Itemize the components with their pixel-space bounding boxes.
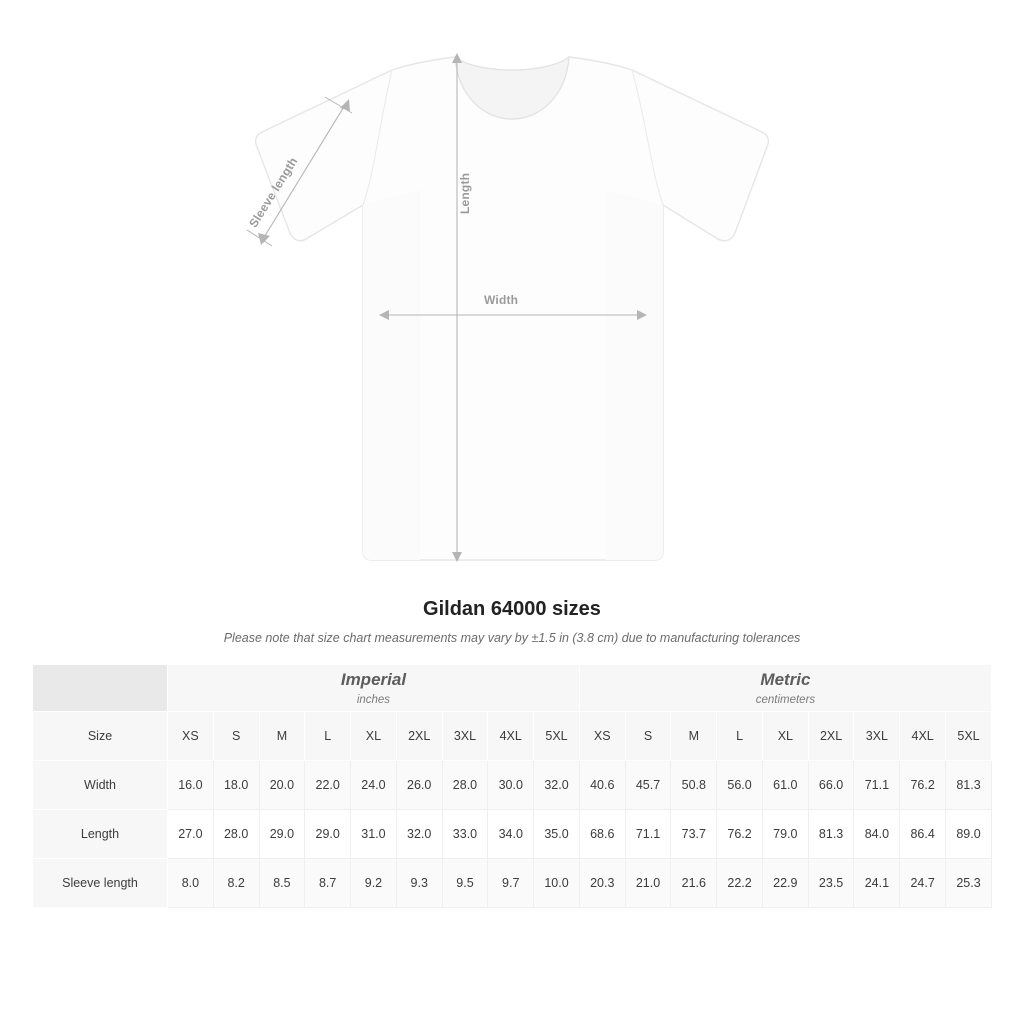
unit-system-imperial — [168, 665, 580, 712]
length-metric-s: 71.1 — [625, 810, 671, 859]
length-imperial-xs: 27.0 — [168, 810, 214, 859]
length-imperial-m: 29.0 — [259, 810, 305, 859]
sleeve-imperial-4xl: 9.7 — [488, 859, 534, 908]
size-chart-table — [32, 664, 992, 908]
size-table-body — [33, 665, 992, 908]
sleeve-imperial-xl: 9.2 — [351, 859, 397, 908]
sleeve-metric-3xl: 24.1 — [854, 859, 900, 908]
size-header-imperial-xs: XS — [168, 712, 214, 761]
width-metric-xs: 40.6 — [579, 761, 625, 810]
sleeve-metric-xs: 20.3 — [579, 859, 625, 908]
size-header-metric-2xl: 2XL — [808, 712, 854, 761]
size-header-imperial-5xl: 5XL — [534, 712, 580, 761]
length-metric-3xl: 84.0 — [854, 810, 900, 859]
sleeve-imperial-2xl: 9.3 — [396, 859, 442, 908]
table-row-sleeve-length — [33, 859, 992, 908]
unit-system-corner-cell — [33, 665, 168, 712]
length-imperial-s: 28.0 — [213, 810, 259, 859]
size-header-imperial-l: L — [305, 712, 351, 761]
length-imperial-3xl: 33.0 — [442, 810, 488, 859]
sleeve-metric-m: 21.6 — [671, 859, 717, 908]
length-metric-l: 76.2 — [717, 810, 763, 859]
size-header-imperial-s: S — [213, 712, 259, 761]
length-metric-4xl: 86.4 — [900, 810, 946, 859]
unit-system-imperial-unit: inches — [356, 693, 391, 706]
sleeve-metric-xl: 22.9 — [762, 859, 808, 908]
length-imperial-5xl: 35.0 — [534, 810, 580, 859]
width-imperial-s: 18.0 — [213, 761, 259, 810]
size-header-imperial-xl: XL — [351, 712, 397, 761]
size-table-wrapper — [32, 664, 992, 908]
width-metric-2xl: 66.0 — [808, 761, 854, 810]
width-metric-5xl: 81.3 — [946, 761, 992, 810]
width-metric-m: 50.8 — [671, 761, 717, 810]
title-block — [0, 598, 1024, 645]
table-row-length — [33, 810, 992, 859]
width-metric-l: 56.0 — [717, 761, 763, 810]
table-row-width — [33, 761, 992, 810]
tolerance-note: Please note that size chart measurements may vary by ±1.5 in (3.8 cm) due to manufacturing tolerances — [223, 631, 801, 645]
width-metric-3xl: 71.1 — [854, 761, 900, 810]
sleeve-imperial-m: 8.5 — [259, 859, 305, 908]
sleeve-imperial-5xl: 10.0 — [534, 859, 580, 908]
length-imperial-2xl: 32.0 — [396, 810, 442, 859]
size-header-imperial-2xl: 2XL — [396, 712, 442, 761]
length-dimension-label: Length — [458, 172, 472, 214]
length-imperial-4xl: 34.0 — [488, 810, 534, 859]
sleeve-metric-4xl: 24.7 — [900, 859, 946, 908]
width-imperial-3xl: 28.0 — [442, 761, 488, 810]
unit-system-metric-name: Metric — [760, 670, 811, 690]
row-label-width: Width — [33, 761, 168, 810]
unit-system-metric-unit: centimeters — [755, 693, 816, 706]
size-header-imperial-m: M — [259, 712, 305, 761]
length-metric-2xl: 81.3 — [808, 810, 854, 859]
sleeve-imperial-3xl: 9.5 — [442, 859, 488, 908]
length-metric-5xl: 89.0 — [946, 810, 992, 859]
page-title: Gildan 64000 sizes — [423, 598, 601, 620]
size-header-metric-xs: XS — [579, 712, 625, 761]
width-imperial-2xl: 26.0 — [396, 761, 442, 810]
row-label-sleeve-length: Sleeve length — [33, 859, 168, 908]
width-imperial-4xl: 30.0 — [488, 761, 534, 810]
width-imperial-xl: 24.0 — [351, 761, 397, 810]
size-header-metric-m: M — [671, 712, 717, 761]
width-metric-4xl: 76.2 — [900, 761, 946, 810]
size-header-row — [33, 712, 992, 761]
width-imperial-xs: 16.0 — [168, 761, 214, 810]
width-imperial-m: 20.0 — [259, 761, 305, 810]
tshirt-shape — [256, 57, 769, 560]
length-metric-xs: 68.6 — [579, 810, 625, 859]
width-metric-s: 45.7 — [625, 761, 671, 810]
sleeve-metric-2xl: 23.5 — [808, 859, 854, 908]
unit-system-imperial-name: Imperial — [340, 670, 407, 690]
length-imperial-xl: 31.0 — [351, 810, 397, 859]
sleeve-imperial-l: 8.7 — [305, 859, 351, 908]
unit-system-header-row — [33, 665, 992, 712]
size-header-metric-l: L — [717, 712, 763, 761]
size-header-metric-4xl: 4XL — [900, 712, 946, 761]
size-header-metric-3xl: 3XL — [854, 712, 900, 761]
width-imperial-5xl: 32.0 — [534, 761, 580, 810]
width-metric-xl: 61.0 — [762, 761, 808, 810]
unit-system-metric — [579, 665, 991, 712]
size-label-cell: Size — [33, 712, 168, 761]
length-metric-m: 73.7 — [671, 810, 717, 859]
row-label-length: Length — [33, 810, 168, 859]
width-dimension-label: Width — [484, 293, 519, 307]
size-header-metric-xl: XL — [762, 712, 808, 761]
size-header-metric-s: S — [625, 712, 671, 761]
sleeve-metric-s: 21.0 — [625, 859, 671, 908]
sleeve-length-dimension-label: Sleeve length — [246, 154, 301, 230]
sleeve-imperial-xs: 8.0 — [168, 859, 214, 908]
sleeve-imperial-s: 8.2 — [213, 859, 259, 908]
length-metric-xl: 79.0 — [762, 810, 808, 859]
size-header-imperial-4xl: 4XL — [488, 712, 534, 761]
sleeve-metric-l: 22.2 — [717, 859, 763, 908]
size-header-metric-5xl: 5XL — [946, 712, 992, 761]
length-imperial-l: 29.0 — [305, 810, 351, 859]
size-header-imperial-3xl: 3XL — [442, 712, 488, 761]
width-imperial-l: 22.0 — [305, 761, 351, 810]
sleeve-metric-5xl: 25.3 — [946, 859, 992, 908]
